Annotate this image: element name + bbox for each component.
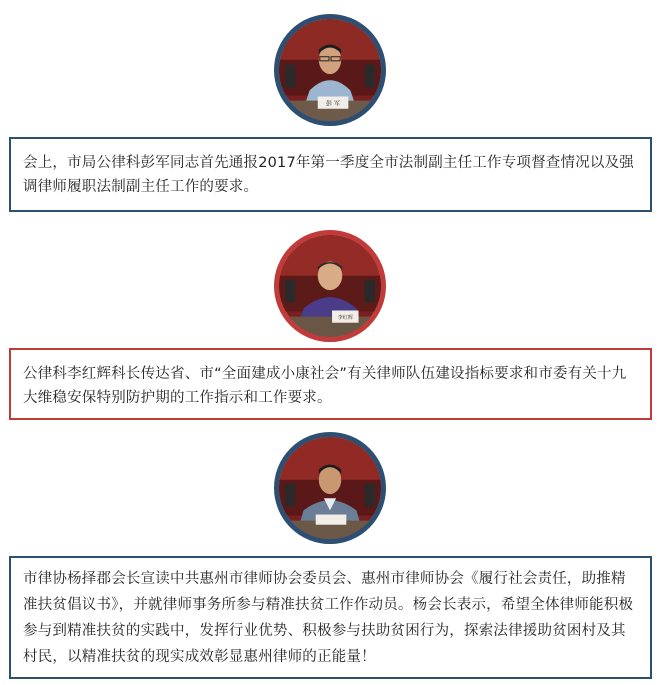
speaker-caption-3-text: 市律协杨择郡会长宣读中共惠州市律师协会委员会、惠州市律师协会《履行社会责任，助推精准扶贫倡议书》，并就律师事务所参与精准扶贫工作作动员。杨会长表示，希望全体律师能积极参与到精准扶贫的实践中，发挥行业优势、积极参与扶助贫困行为，探索法律援助贫困村及其村民，以精准扶贫的现实成效彰显惠州律师的正能量！ <box>23 571 634 665</box>
speaker-photo-3 <box>274 432 386 544</box>
speaker-caption-1 <box>9 137 652 212</box>
speaker-caption-1-text: 会上，市局公律科彭军同志首先通报2017年第一季度全市法制副主任工作专项督查情况以及强调律师履职法制副主任工作的要求。 <box>23 155 634 195</box>
speaker-photo-3-image <box>279 437 381 539</box>
speaker-caption-3 <box>9 556 652 679</box>
speaker-photo-1 <box>274 14 386 126</box>
speaker-caption-2-text: 公律科李红辉科长传达省、市“全面建成小康社会”有关律师队伍建设指标要求和市委有关十九大维稳安保特别防护期的工作指示和工作要求。 <box>23 366 627 406</box>
nameplate-2: 李红辉 <box>337 315 353 322</box>
speaker-caption-2 <box>9 348 652 420</box>
speaker-photo-1-image <box>279 19 381 121</box>
nameplate-1: 彭 军 <box>325 100 341 108</box>
speaker-photo-2-image <box>279 235 381 337</box>
speaker-photo-2 <box>274 230 386 342</box>
